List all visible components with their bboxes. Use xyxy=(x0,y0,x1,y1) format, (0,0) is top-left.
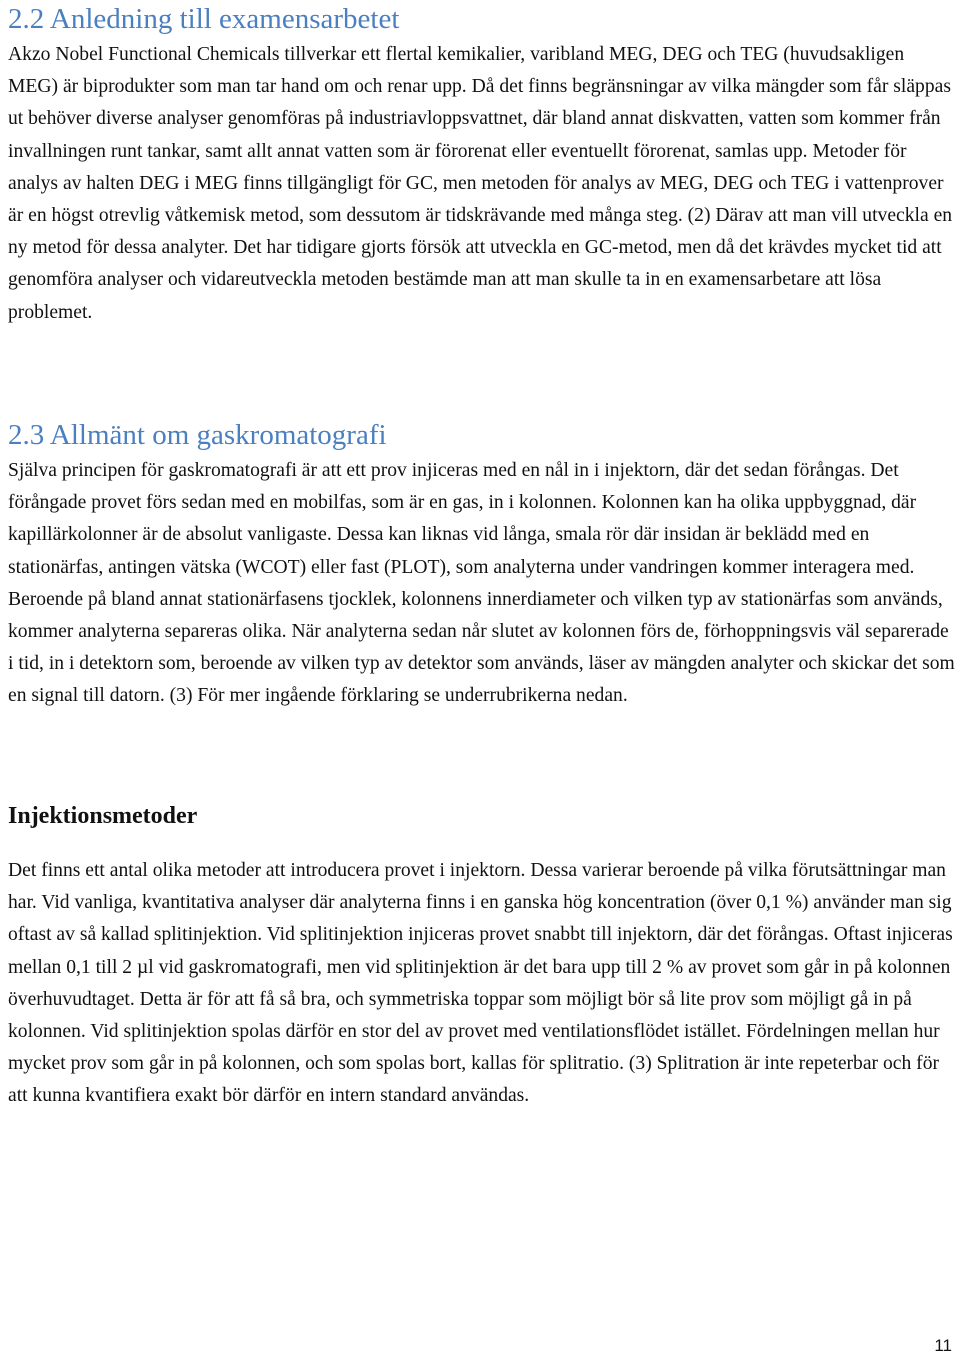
section-heading-2-3: 2.3 Allmänt om gaskromatografi xyxy=(8,419,387,451)
section-heading-2-2: 2.2 Anledning till examensarbetet xyxy=(8,3,400,35)
paragraph-anledning: Akzo Nobel Functional Chemicals tillverkar ett flertal kemikalier, varibland MEG, DEG och TEG (huvudsakligen MEG) är biprodukter som man tar hand om och renar upp. Då det finns begränsningar av vilka mängder som får släppas ut behöver diverse analyser genomföras på industriavloppsvattnet, där bland annat diskvatten, vatten som kommer från invallningen runt tankar, samt allt annat vatten som är förorenat eller eventuellt förorenat, samlas upp. Metoder för analys av halten DEG i MEG finns tillgängligt för GC, men metoden för analys av MEG, DEG och TEG i vattenprover är en högst otrevlig våtkemisk metod, som dessutom är tidskrävande med många steg. (2) Därav att man vill utveckla en ny metod för dessa analyter. Det har tidigare gjorts försök att utveckla en GC-metod, men då det krävdes mycket tid att genomföra analyser och vidareutveckla metoden bestämde man att man skulle ta in en examensarbetare att lösa problemet. xyxy=(8,44,953,323)
page-number: 11 xyxy=(934,1336,952,1355)
paragraph-gaskromatografi: Själva principen för gaskromatografi är att ett prov injiceras med en nål in i injektorn, där det sedan förångas. Det förångade provet förs sedan med en mobilfas, som är en gas, in i kolonnen. Kolonnen kan ha olika uppbyggnad, där kapillärkolonner är de absolut vanligaste. Dessa kan liknas vid långa, smala rör där insidan är beklädd med en stationärfas, antingen vätska (WCOT) eller fast (PLOT), som analyterna under vandringen kommer interagera med. Beroende på bland annat stationärfasens tjocklek, kolonnens innerdiameter och vilken typ av stationärfas som används, kommer analyterna separeras olika. När analyterna sedan når slutet av kolonnen förs de, förhoppningsvis väl separerade i tid, in i detektorn som, beroende av vilken typ av detektor som används, läser av mängden analyter och skickar det som en signal till datorn. (3) För mer ingående förklaring se underrubrikerna nedan. xyxy=(8,460,955,707)
subheading-injektionsmetoder: Injektionsmetoder xyxy=(8,803,198,829)
paragraph-injektionsmetoder: Det finns ett antal olika metoder att introducera provet i injektorn. Dessa varierar beroende på vilka förutsättningar man har. Vid vanliga, kvantitativa analyser där analyterna finns i en ganska hög koncentration (över 0,1 %) använder man sig oftast av så kallad splitinjektion. Vid splitinjektion injiceras provet snabbt till injektorn, där det förångas. Oftast injiceras mellan 0,1 till 2 µl vid gaskromatografi, men vid splitinjektion är det bara upp till 2 % av provet som går in på kolonnen överhuvudtaget. Detta är för att få så bra, och symmetriska toppar som möjligt bör så lite prov som möjligt gå in på kolonnen. Vid splitinjektion spolas därför en stor del av provet med ventilationsflödet istället. Fördelningen mellan hur mycket prov som går in på kolonnen, och som spolas bort, kallas för splitratio. (3) Splitration är inte repeterbar och för att kunna kvantifiera exakt bör därför en intern standard användas. xyxy=(8,860,953,1107)
